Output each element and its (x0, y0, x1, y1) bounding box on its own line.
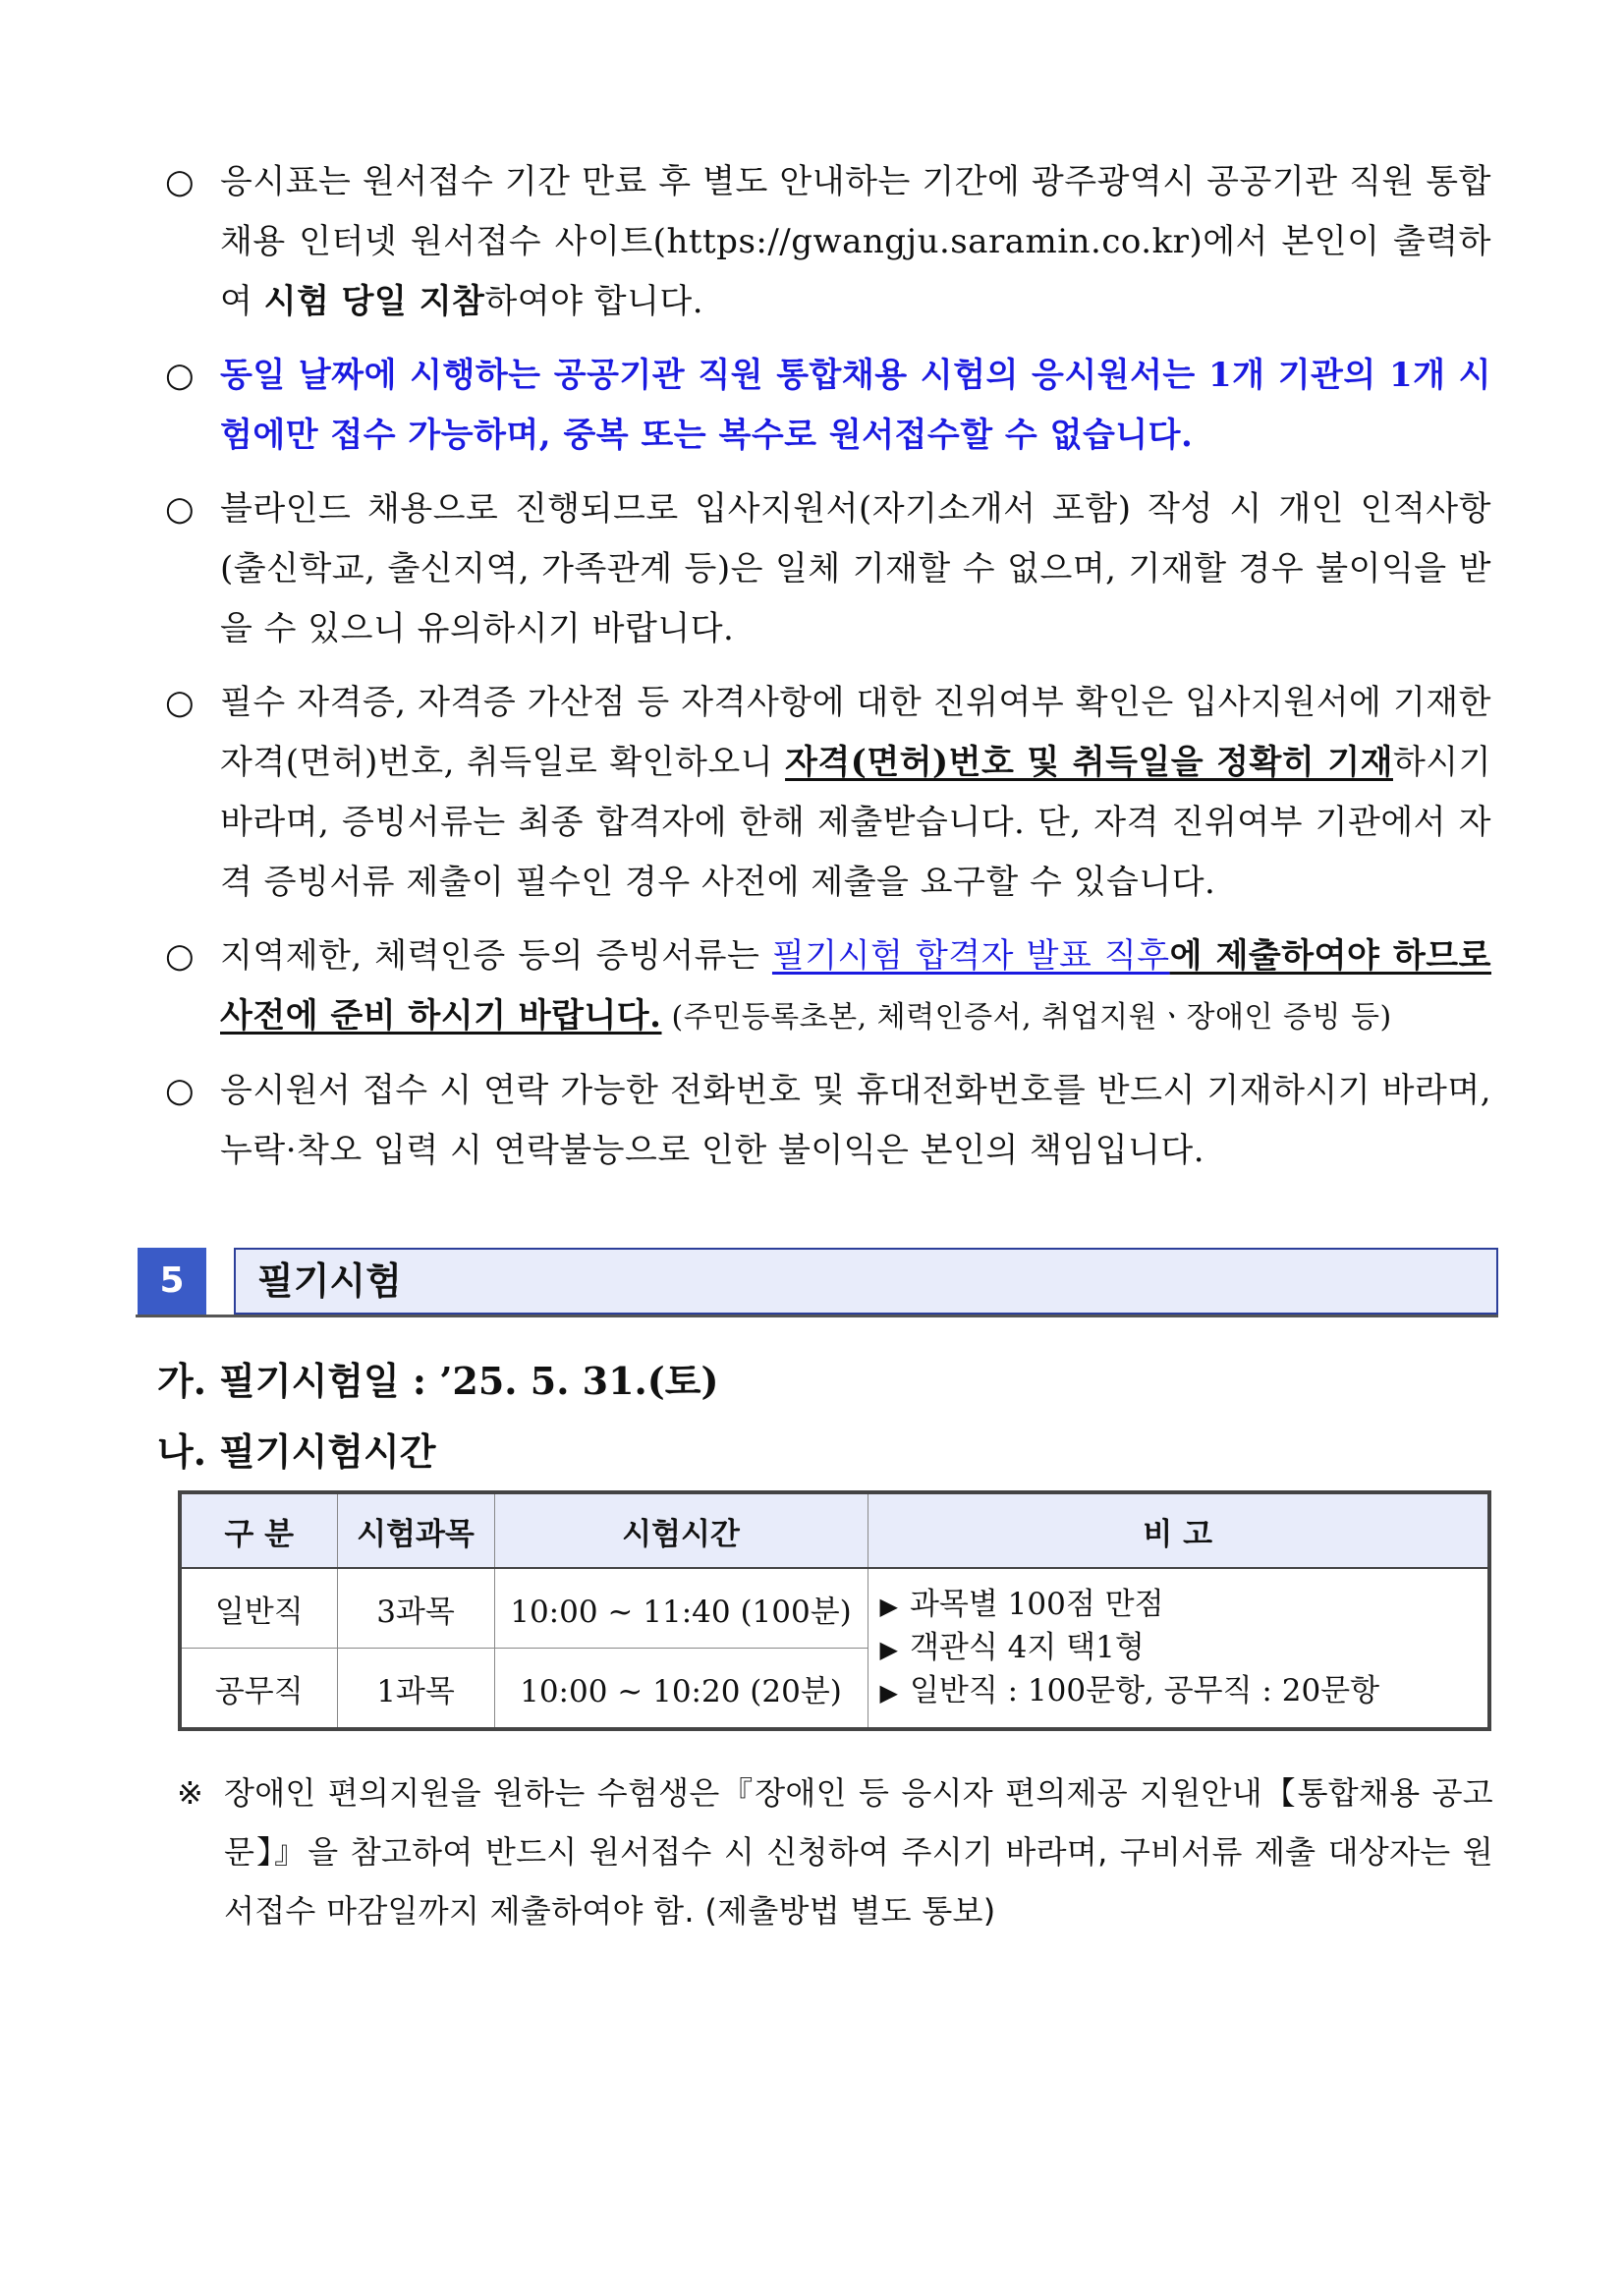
section-title: 필기시험 (257, 1260, 402, 1303)
section-header (138, 1248, 1498, 1315)
bullet-text (220, 479, 1491, 659)
bullet-text (220, 673, 1491, 913)
circle-bullet-icon: ○ (165, 1071, 195, 1110)
row-subjects: 3과목 (337, 1568, 494, 1649)
bullet-text (220, 926, 1491, 1047)
remark-text: 과목별 100점 만점 (909, 1586, 1164, 1622)
bullet-item (165, 1061, 1491, 1181)
text-segment: 시험 당일 지참 (263, 282, 485, 321)
circle-bullet-icon: ○ (165, 162, 195, 201)
row-time: 10:00 ~ 10:20 (20분) (494, 1649, 868, 1730)
exam-schedule-table (178, 1490, 1491, 1731)
circle-bullet-icon: ○ (165, 489, 195, 529)
bullet-item (165, 479, 1491, 659)
triangle-bullet-icon: ▶ (879, 1592, 898, 1620)
bullet-item (165, 673, 1491, 913)
text-segment: 에 제출하여야 하므로 사전에 준비 하시기 바랍니다. (220, 936, 1491, 1036)
text-segment: 자격(면허)번호 및 취득일을 정확히 기재 (785, 743, 1393, 782)
section-title-box (234, 1248, 1498, 1315)
exam-time-heading: 나. 필기시험시간 (157, 1429, 436, 1474)
table-row (180, 1568, 1489, 1649)
text-segment: 응시원서 접수 시 연락 가능한 전화번호 및 휴대전화번호를 반드시 기재하시기 바라며, 누락·착오 입력 시 연락불능으로 인한 불이익은 본인의 책임입니다. (220, 1071, 1491, 1170)
text-segment: 블라인드 채용으로 진행되므로 입사지원서(자기소개서 포함) 작성 시 개인 인적사항(출신학교, 출신지역, 가족관계 등)은 일체 기재할 수 없으며, 기재할 경우 불이익을 받을 수 있으니 유의하시기 바랍니다. (220, 489, 1491, 648)
text-segment: 하여야 합니다. (484, 282, 704, 321)
circle-bullet-icon: ○ (165, 936, 195, 976)
remark-text: 객관식 4지 택1형 (909, 1629, 1145, 1665)
bullet-item (165, 152, 1491, 332)
triangle-bullet-icon: ▶ (879, 1635, 898, 1663)
table-header-row (180, 1492, 1489, 1568)
section-divider (136, 1315, 1498, 1317)
exam-date: 가. 필기시험일 : ’25. 5. 31.(토) (157, 1359, 719, 1403)
reference-mark-icon: ※ (177, 1774, 203, 1812)
notice-bullet-list (165, 152, 1491, 1195)
text-segment: 하시기 바라며, 증빙서류는 최종 합격자에 한해 제출받습니다. 단, 자격 진위여부 기관에서 자격 증빙서류 제출이 필수인 경우 사전에 제출을 요구할 수 있습니다. (220, 743, 1491, 902)
header-subjects: 시험과목 (337, 1492, 494, 1568)
text-segment: 필수 자격증, 자격증 가산점 등 자격사항에 대한 진위여부 확인은 입사지원서에 기재한 자격(면허)번호, 취득일로 확인하오니 (220, 683, 1491, 782)
footnote-text: 장애인 편의지원을 원하는 수험생은『장애인 등 응시자 편의제공 지원안내【통합채용 공고문】』을 참고하여 반드시 원서접수 시 신청하여 주시기 바라며, 구비서류 제출 대상자는 원서접수 마감일까지 제출하여야 함. (제출방법 별도 통보) (224, 1774, 1493, 1930)
text-segment: 응시표는 원서접수 기간 만료 후 별도 안내하는 기간에 광주광역시 공공기관 직원 통합채용 인터넷 원서접수 사이트(https://gwangju.saramin.co.kr)에서 본인이 출력하여 (220, 162, 1491, 321)
remarks-cell (868, 1568, 1489, 1729)
circle-bullet-icon: ○ (165, 683, 195, 722)
row-type: 일반직 (180, 1568, 337, 1649)
text-segment: 지역제한, 체력인증 등의 증빙서류는 (220, 936, 772, 976)
text-segment: 동일 날짜에 시행하는 공공기관 직원 통합채용 시험의 응시원서는 1개 기관의 1개 시험에만 접수 가능하며, 중복 또는 복수로 원서접수할 수 없습니다. (220, 356, 1491, 455)
header-time: 시험시간 (494, 1492, 868, 1568)
bullet-text (220, 1061, 1491, 1181)
remark-item (880, 1670, 1487, 1713)
remark-item (880, 1627, 1487, 1670)
triangle-bullet-icon: ▶ (879, 1678, 898, 1707)
bullet-text (220, 152, 1491, 332)
text-segment: (주민등록초본, 체력인증서, 취업지원ㆍ장애인 증빙 등) (661, 1000, 1392, 1035)
remark-text: 일반직 : 100문항, 공무직 : 20문항 (909, 1672, 1380, 1708)
remark-item (880, 1584, 1487, 1627)
row-type: 공무직 (180, 1649, 337, 1730)
footnote (177, 1764, 1493, 1940)
circle-bullet-icon: ○ (165, 356, 195, 395)
header-remarks: 비 고 (868, 1492, 1489, 1568)
text-segment: 필기시험 합격자 발표 직후 (771, 936, 1170, 976)
row-subjects: 1과목 (337, 1649, 494, 1730)
bullet-item (165, 346, 1491, 466)
bullet-text (220, 346, 1491, 466)
bullet-item (165, 926, 1491, 1047)
section-number: 5 (138, 1248, 206, 1315)
header-category: 구 분 (180, 1492, 337, 1568)
row-time: 10:00 ~ 11:40 (100분) (494, 1568, 868, 1649)
